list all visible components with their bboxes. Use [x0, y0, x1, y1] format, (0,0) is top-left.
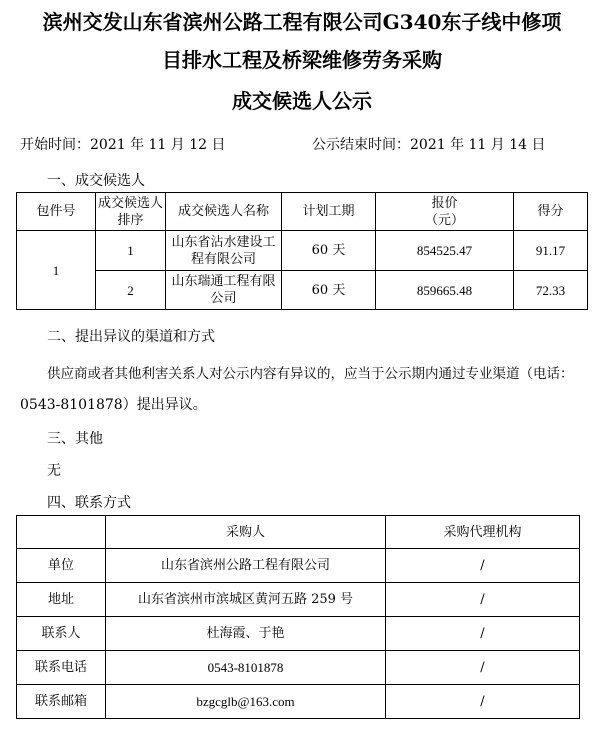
title-line-2: 目排水工程及桥梁维修劳务采购: [162, 48, 442, 72]
end-date: 公示结束时间：2021 年 11 月 14 日: [312, 137, 546, 153]
agent-address: /: [386, 583, 580, 617]
candidate-price: 859665.48: [376, 271, 514, 310]
section-2-heading: 二、提出异议的渠道和方式: [47, 329, 215, 345]
header-period: 计划工期: [282, 193, 376, 231]
candidate-rank: 1: [96, 231, 166, 271]
candidate-name: 山东瑞通工程有限公司: [166, 271, 282, 310]
candidate-rank: 2: [96, 271, 166, 310]
header-name: 成交候选人名称: [166, 193, 282, 231]
section-4-heading: 四、联系方式: [47, 495, 131, 511]
contact-label: 单位: [17, 549, 106, 583]
candidate-row: [17, 231, 588, 271]
buyer-email: bzgcglb@163.com: [106, 685, 386, 719]
contact-row-email: [17, 685, 580, 719]
buyer-contact-person: 杜海霞、于艳: [106, 617, 386, 651]
contact-header-agent: 采购代理机构: [386, 516, 580, 549]
title-line-1: 滨州交发山东省滨州公路工程有限公司G340东子线中修项: [42, 10, 562, 34]
candidate-name: 山东省沾水建设工程有限公司: [166, 231, 282, 271]
contact-label: 联系人: [17, 617, 106, 651]
title-line-3: 成交候选人公示: [232, 89, 372, 113]
contact-header-row: [17, 516, 580, 549]
agent-contact-person: /: [386, 617, 580, 651]
contact-label: 地址: [17, 583, 106, 617]
header-rank: 成交候选人排序: [96, 193, 166, 231]
buyer-phone: 0543-8101878: [106, 651, 386, 685]
contact-table: [16, 515, 580, 719]
candidate-period: 60 天: [282, 231, 376, 271]
contact-header-buyer: 采购人: [106, 516, 386, 549]
candidate-period: 60 天: [282, 271, 376, 310]
contact-label: 联系邮箱: [17, 685, 106, 719]
agent-unit: /: [386, 549, 580, 583]
objection-paragraph-line-2: 0543-8101878）提出异议。: [20, 397, 207, 413]
candidate-row: [17, 271, 588, 310]
section-3-body: 无: [47, 463, 61, 479]
contact-row-address: [17, 583, 580, 617]
candidate-score: 72.33: [514, 271, 588, 310]
package-number: 1: [17, 231, 96, 310]
header-score: 得分: [514, 193, 588, 231]
section-3-heading: 三、其他: [47, 431, 103, 447]
contact-label: 联系电话: [17, 651, 106, 685]
start-date: 开始时间：2021 年 11 月 12 日: [20, 137, 226, 153]
candidate-score: 91.17: [514, 231, 588, 271]
agent-email: /: [386, 685, 580, 719]
section-1-heading: 一、成交候选人: [47, 173, 145, 189]
candidates-header-row: [17, 193, 588, 231]
header-package: 包件号: [17, 193, 96, 231]
candidate-price: 854525.47: [376, 231, 514, 271]
contact-header-blank: [17, 516, 106, 549]
objection-paragraph-line-1: 供应商或者其他利害关系人对公示内容有异议的，应当于公示期内通过专业渠道（电话：: [47, 366, 574, 382]
candidates-table: [16, 192, 588, 310]
contact-row-phone: [17, 651, 580, 685]
contact-row-person: [17, 617, 580, 651]
agent-phone: /: [386, 651, 580, 685]
contact-row-unit: [17, 549, 580, 583]
buyer-address: 山东省滨州市滨城区黄河五路 259 号: [106, 583, 386, 617]
buyer-unit: 山东省滨州公路工程有限公司: [106, 549, 386, 583]
header-price: 报价 （元）: [376, 193, 514, 231]
